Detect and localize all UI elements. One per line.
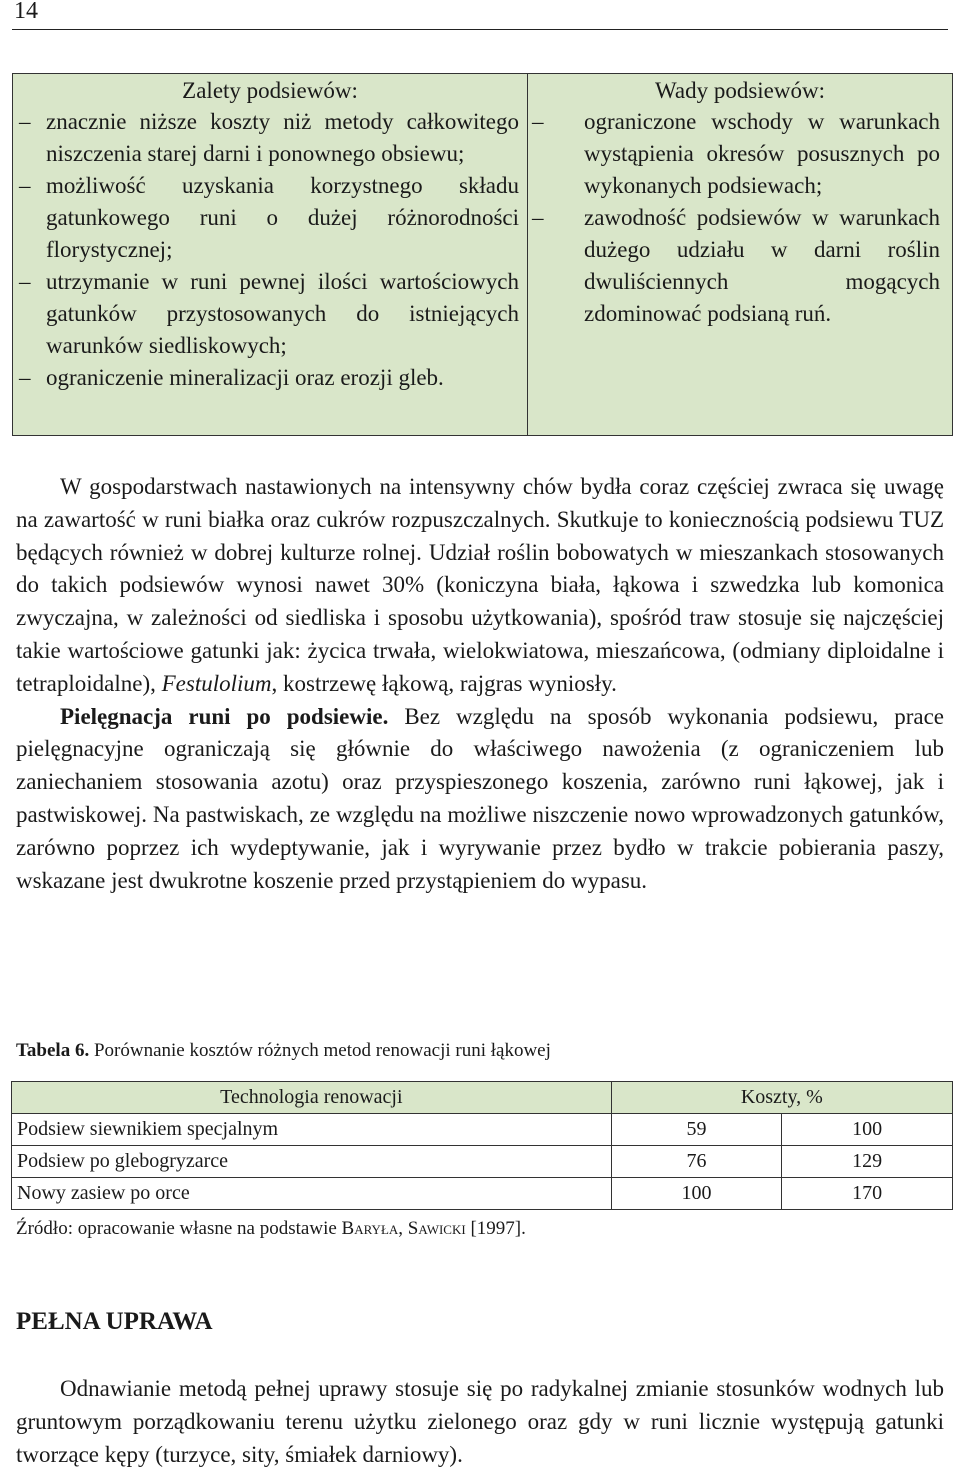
pros-item: [13, 106, 527, 170]
source-prefix: Źródło: opracowanie własne na podstawie: [16, 1218, 342, 1239]
header-technology: Technologia renowacji: [12, 1082, 612, 1114]
table-source: [16, 1218, 526, 1240]
dash-bullet: –: [532, 109, 544, 134]
table-label: Tabela 6.: [16, 1040, 90, 1061]
pros-column: [13, 74, 528, 436]
source-year: [1997].: [465, 1218, 526, 1239]
source-author-2: Sawicki: [407, 1218, 466, 1239]
table-caption-text: Porównanie kosztów różnych metod renowacji runi łąkowej: [89, 1040, 551, 1061]
paragraph-heading: Pielęgnacja runi po podsiewie.: [60, 703, 389, 729]
pros-item: [13, 266, 527, 362]
dash-bullet: –: [19, 109, 31, 134]
table-row: [12, 1146, 953, 1178]
dash-bullet: –: [19, 365, 31, 390]
page-number: 14: [14, 0, 38, 24]
section-title: PEŁNA UPRAWA: [16, 1308, 213, 1335]
header-rule: [12, 29, 948, 30]
species-name-italic: Festulolium: [161, 670, 272, 696]
dash-bullet: –: [532, 205, 544, 230]
pros-item: [13, 362, 527, 394]
cons-item: [528, 106, 952, 202]
paragraph-care: [16, 701, 944, 898]
pros-item-text: możliwość uzyskania korzystnego składu gatunkowego runi o dużej różnorodności florystycznej;: [46, 173, 519, 262]
pros-item-text: znacznie niższe koszty niż metody całkowitego niszczenia starej darni i ponownego obsiewu;: [46, 109, 519, 166]
cons-list: [528, 106, 952, 330]
table-row: [12, 1114, 953, 1146]
paragraph-text: Bez względu na sposób wykonania podsiewu, prace pielęgnacyjne ograniczają się głównie do właściwego nawożenia (z ograniczeniem lub zaniechaniem stosowania azotu) oraz przyspieszonego koszenia, zarówno runi łąkowej, jak i pastwiskowej. Na pastwiskach, ze względu na możliwe niszczenie nowo wprowadzonych gatunków, zarówno poprzez ich wydeptywanie, jak i wyrywanie przez bydło w trakcie pobierania paszy, wskazane jest dwukrotne koszenie przed przystąpieniem do wypasu.: [16, 703, 944, 893]
cons-column: [528, 74, 953, 436]
cons-item-text: ograniczone wschody w warunkach wystąpienia okresów posusznych po wykonanych podsiewach;: [584, 109, 940, 198]
pros-title: Zalety podsiewów:: [182, 78, 358, 103]
pros-list: [13, 106, 527, 394]
cons-title: Wady podsiewów:: [655, 78, 825, 103]
cell-technology: Podsiew po glebogryzarce: [12, 1146, 612, 1178]
source-author-1: Baryła: [341, 1218, 399, 1239]
table-row: [12, 1178, 953, 1210]
paragraph-feeding: [16, 471, 944, 701]
table-caption: [16, 1040, 551, 1062]
paragraph-text-end: , kostrzewę łąkową, rajgras wyniosły.: [271, 670, 617, 696]
cost-table: [11, 1081, 953, 1210]
cell-cost-1: 100: [611, 1178, 782, 1210]
main-text: [16, 471, 944, 897]
cell-cost-2: 170: [782, 1178, 953, 1210]
paragraph-text: W gospodarstwach nastawionych na intensywny chów bydła coraz częściej zwraca się uwagę na zawartość w runi białka oraz cukrów rozpuszczalnych. Skutkuje to koniecznością podsiewu TUZ będących również w dobrej kulturze rolnej. Udział roślin bobowatych w mieszankach stosowanych do takich podsiewów wynosi nawet 30% (koniczyna biała, łąkowa i szwedzka lub komonica zwyczajna, w zależności od siedliska i sposobu użytkowania), spośród traw stosuje się najczęściej takie wartościowe gatunki jak: życica trwała, wielokwiatowa, mieszańcowa, (odmiany diploidalne i tetraploidalne),: [16, 474, 944, 696]
pros-item-text: utrzymanie w runi pewnej ilości wartościowych gatunków przystosowanych do istniejących warunków siedliskowych;: [46, 269, 519, 358]
cell-cost-1: 76: [611, 1146, 782, 1178]
cons-item: [528, 202, 952, 330]
cell-technology: Nowy zasiew po orce: [12, 1178, 612, 1210]
cell-cost-1: 59: [611, 1114, 782, 1146]
cell-technology: Podsiew siewnikiem specjalnym: [12, 1114, 612, 1146]
cons-item-text: zawodność podsiewów w warunkach dużego udziału w darni roślin dwuliściennych mogących zdominować podsianą ruń.: [584, 205, 940, 326]
dash-bullet: –: [19, 269, 31, 294]
header-costs: Koszty, %: [611, 1082, 952, 1114]
pros-cons-box: [12, 73, 953, 436]
cell-cost-2: 100: [782, 1114, 953, 1146]
cell-cost-2: 129: [782, 1146, 953, 1178]
dash-bullet: –: [19, 173, 31, 198]
section-paragraph: Odnawianie metodą pełnej uprawy stosuje się po radykalnej zmianie stosunków wodnych lub gruntowym porządkowaniu terenu użytku zielonego oraz gdy w runi licznie występują gatunki tworzące kępy (turzyce, sity, śmiałek darniowy).: [16, 1376, 944, 1467]
table-header-row: [12, 1082, 953, 1114]
pros-item-text: ograniczenie mineralizacji oraz erozji gleb.: [46, 365, 444, 390]
pros-item: [13, 170, 527, 266]
source-separator: ,: [398, 1218, 408, 1239]
